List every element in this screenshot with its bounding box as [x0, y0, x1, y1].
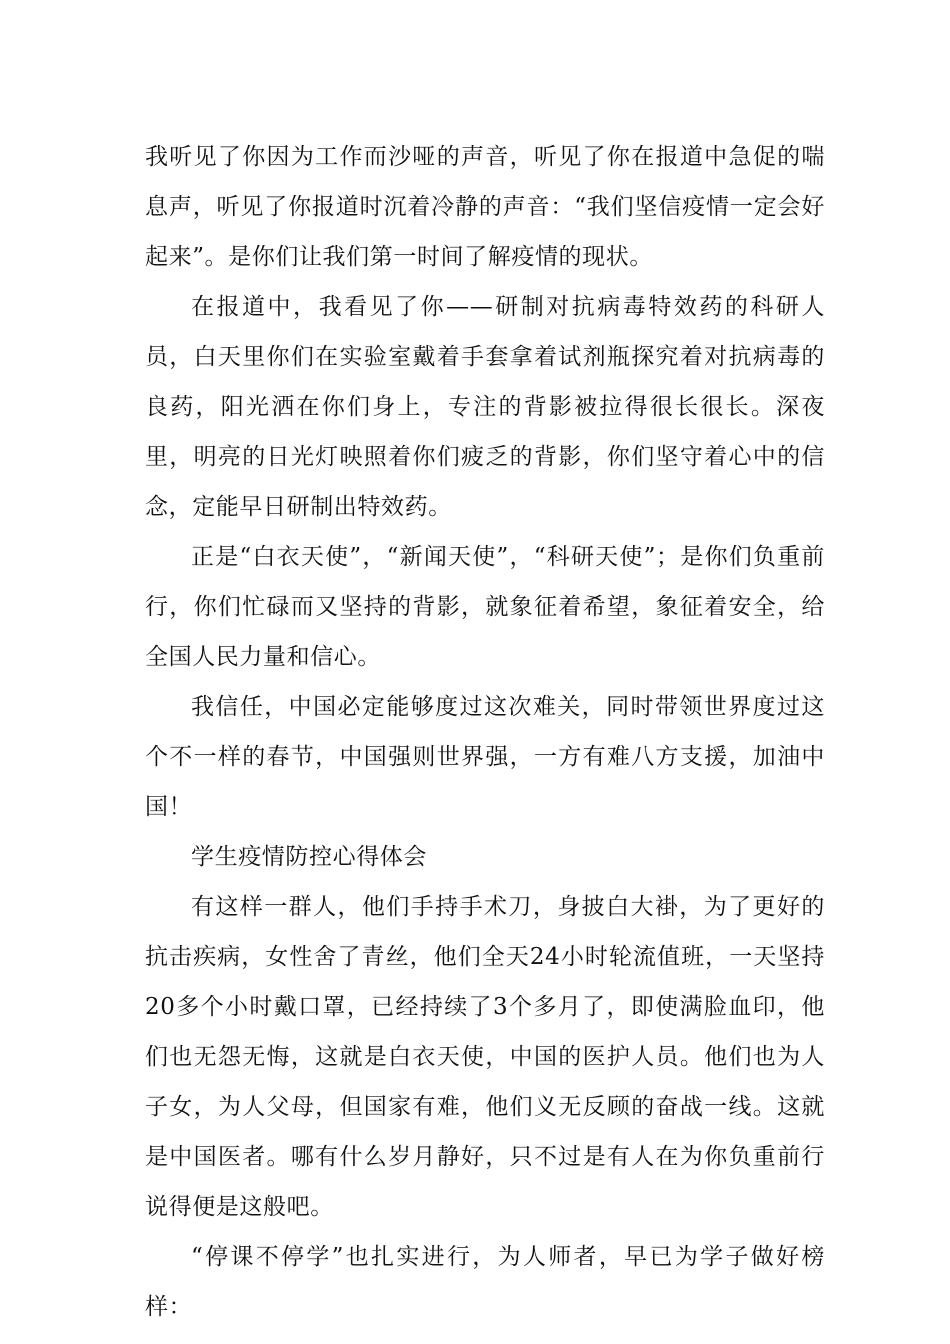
paragraph-researchers: 在报道中，我看见了你——研制对抗病毒特效药的科研人员，白天里你们在实验室戴着手套拿着试剂瓶探究着对抗病毒的良药，阳光洒在你们身上，专注的背影被拉得很长很长。深夜里，明亮的日光灯映照着你们疲乏的背影，你们坚守着心中的信念，定能早日研制出特效药。 [145, 294, 825, 520]
paragraph-angels: 正是“白衣天使”，“新闻天使”，“科研天使”；是你们负重前行，你们忙碌而又坚持的背影，就象征着希望，象征着安全，给全国人民力量和信心。 [145, 544, 825, 670]
paragraph-teachers: “停课不停学”也扎实进行，为人师者，早已为学子做好榜样： [145, 1244, 825, 1320]
document-body [145, 132, 825, 1332]
paragraph-belief: 我信任，中国必定能够度过这次难关，同时带领世界度过这个不一样的春节，中国强则世界强，一方有难八方支援，加油中国！ [145, 694, 825, 820]
paragraph-medical-staff: 有这样一群人，他们手持手术刀，身披白大褂，为了更好的抗击疾病，女性舍了青丝，他们全天24小时轮流值班，一天坚持20多个小时戴口罩，已经持续了3个多月了，即使满脸血印，他们也无怨无悔，这就是白衣天使，中国的医护人员。他们也为人子女，为人父母，但国家有难，他们义无反顾的奋战一线。这就是中国医者。哪有什么岁月静好，只不过是有人在为你负重前行说得便是这般吧。 [145, 894, 825, 1220]
section-heading: 学生疫情防控心得体会 [191, 844, 427, 870]
paragraph-reporter-voice: 我听见了你因为工作而沙哑的声音，听见了你在报道中急促的喘息声，听见了你报道时沉着冷静的声音：“我们坚信疫情一定会好起来”。是你们让我们第一时间了解疫情的现状。 [145, 144, 825, 270]
